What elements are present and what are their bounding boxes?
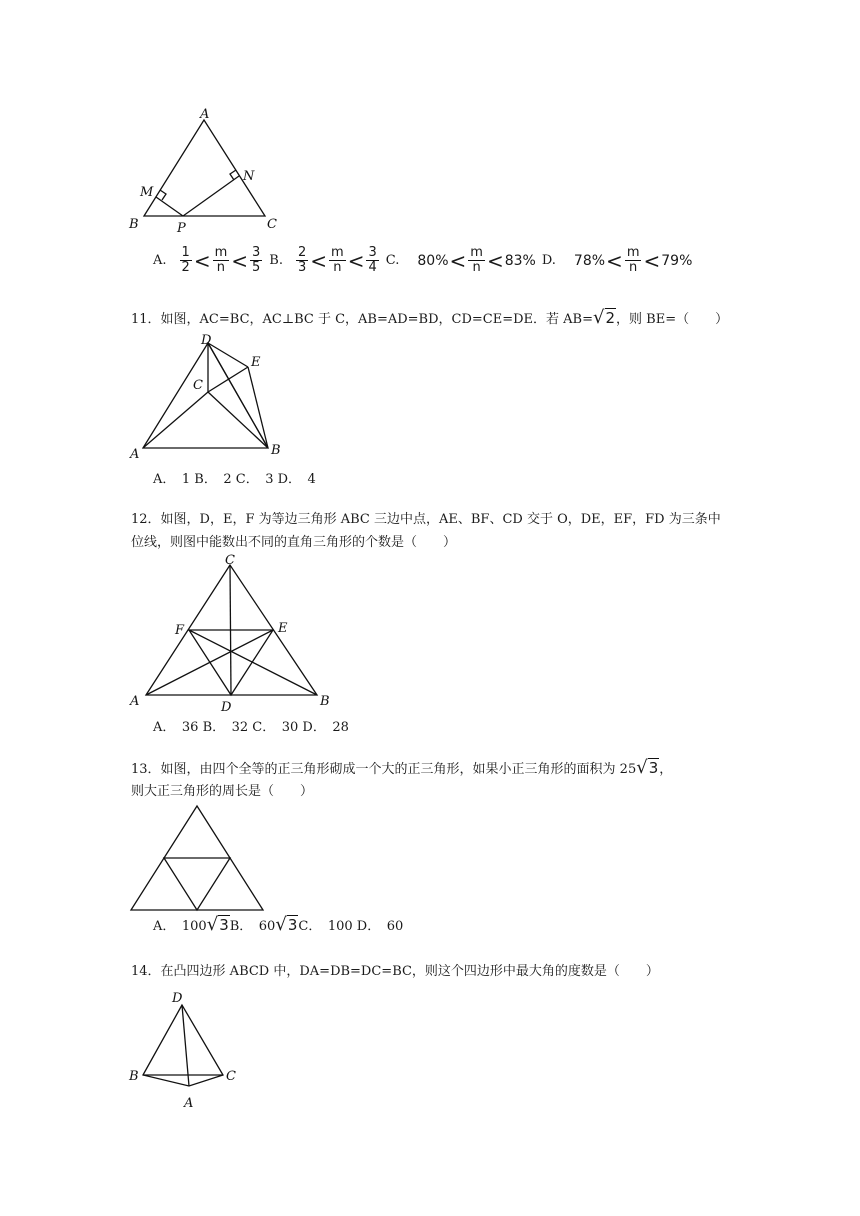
q11-label-b: B (271, 443, 281, 458)
q10-label-m: M (140, 185, 154, 200)
q10-option-c-mid: $\frac{m}{n}$ (470, 245, 483, 275)
q10-label-p: P (177, 221, 186, 234)
q13-option-b-sqrt: √3 (275, 914, 298, 935)
q14-stem: 14．在凸四边形 ABCD 中，DA=DB=DC=BC，则这个四边形中最大角的度数是（ ） (131, 964, 659, 979)
q13-options: A． 100 √3 B． 60 √3 C． 100 D． 60 (153, 914, 404, 935)
q11-label-d: D (201, 333, 212, 348)
q14-label-d: D (172, 991, 183, 1006)
q10-figure (125, 104, 285, 234)
q11-label-e: E (251, 355, 261, 370)
q10-option-a-right: $\frac{3}{5}$ (252, 245, 261, 275)
q10-option-b-right: $\frac{3}{4}$ (368, 245, 377, 275)
q10-option-d-right: 79% (661, 252, 693, 269)
q10-option-c-label: C. (385, 253, 400, 268)
q13-option-a-sqrt: √3 (206, 914, 229, 935)
q11-figure (125, 330, 295, 460)
q11-label-a: A (130, 447, 140, 460)
q10-option-a-label: A. (153, 253, 167, 268)
q12-label-a: A (130, 694, 140, 709)
q13-figure (125, 800, 275, 915)
q10-option-b-label: B. (269, 253, 283, 268)
q13-stem-line1: 13．如图，由四个全等的正三角形砌成一个大的正三角形，如果小正三角形的面积为 25√3， (131, 757, 673, 778)
q10-option-c-left: 80% (417, 252, 449, 269)
q12-label-d: D (221, 700, 232, 715)
q14-figure (125, 988, 255, 1113)
q11-label-c: C (193, 378, 203, 393)
q10-option-d-left: 78% (573, 252, 606, 269)
q12-label-f: F (175, 623, 185, 638)
q14-label-c: C (226, 1069, 236, 1084)
q10-label-a: A (200, 107, 210, 122)
q11-stem: 11．如图，AC=BC，AC⊥BC 于 C，AB=AD=BD，CD=CE=DE．若 AB=√2，则 BE=（ ） (131, 307, 729, 328)
q13-sqrt: √3 (636, 757, 659, 778)
q12-figure (125, 550, 345, 715)
q12-stem-line2: 位线，则图中能数出不同的直角三角形的个数是（ ） (131, 535, 457, 550)
q10-option-a-left: $\frac{1}{2}$ (181, 245, 190, 275)
q12-label-b: B (320, 694, 330, 709)
q10-option-d-mid: $\frac{m}{n}$ (626, 245, 640, 275)
q14-label-a: A (184, 1096, 194, 1111)
q10-label-b: B (129, 217, 139, 232)
q10-label-c: C (267, 217, 277, 232)
q10-option-c-right: 83% (504, 252, 536, 269)
q10-options: A. $\frac{1}{2}$ < $\frac{m}{n}$ < $\frac{3}{5}$ B. $\frac{2}{3}$ < $\frac{m}{n}$ < $\frac{3}{4}$ C. 80% < $\frac{m}{n}$ < 83% D. 78% < $\frac{m}{n}$ < 79% (153, 245, 693, 275)
q14-label-b: B (129, 1069, 139, 1084)
q12-label-e: E (278, 621, 288, 636)
q10-label-n: N (243, 169, 255, 184)
q12-options: A． 36 B． 32 C． 30 D． 28 (153, 720, 349, 735)
q13-stem-line2: 则大正三角形的周长是（ ） (131, 784, 314, 799)
q10-option-b-mid: $\frac{m}{n}$ (331, 245, 344, 275)
q10-option-d-label: D. (541, 253, 556, 268)
q11-options: A． 1 B． 2 C． 3 D． 4 (153, 472, 316, 487)
q11-sqrt: √2 (593, 307, 616, 328)
q10-option-b-left: $\frac{2}{3}$ (297, 245, 307, 275)
q12-label-c: C (225, 553, 235, 568)
q10-option-a-mid: $\frac{m}{n}$ (214, 245, 228, 275)
q12-stem-line1: 12．如图，D，E，F 为等边三角形 ABC 三边中点，AE、BF、CD 交于 O，DE，EF，FD 为三条中 (131, 512, 721, 527)
